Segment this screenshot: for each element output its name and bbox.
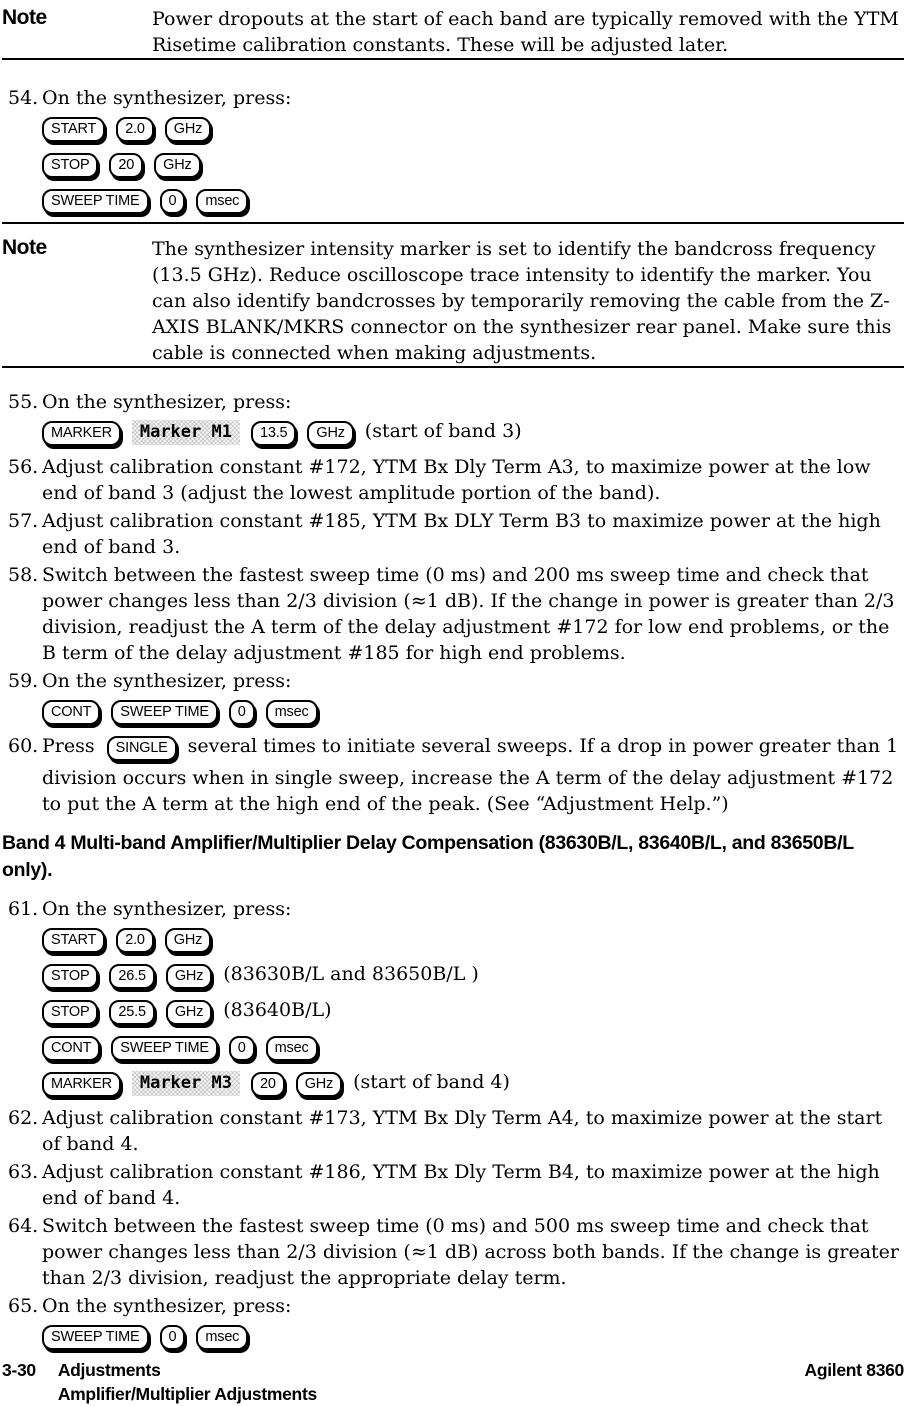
horizontal-rule [2,222,904,224]
step-63 [2,1159,904,1211]
keycap-marker: MARKER [42,421,121,446]
key-sequence [42,925,904,957]
keycap-20: 20 [251,1072,285,1097]
keycap-20: 20 [109,153,143,178]
key-sequence [42,961,904,993]
section-heading: Band 4 Multi-band Amplifier/Multiplier Delay Compensation (83630B/L, 83640B/L, and 83650B/L only). [2,832,854,881]
step-57 [2,508,904,560]
keycap-msec: msec [196,1325,248,1350]
keycap-msec: msec [266,700,318,725]
step-58 [2,562,904,666]
step-number: 56. [8,456,39,478]
step-number: 61. [8,898,39,920]
keycap-ghz: GHz [296,1072,342,1097]
keycap-0: 0 [160,189,186,214]
step-list-b [2,368,904,817]
keycap-stop: STOP [42,1000,98,1025]
step-65 [2,1293,904,1354]
key-sequence [42,997,904,1029]
keycap-single: SINGLE [107,736,177,761]
footer-left [2,1358,317,1406]
keycap-0: 0 [229,700,255,725]
step-number: 62. [8,1107,39,1129]
keycap-msec: msec [266,1036,318,1061]
note-label: Note [2,6,47,29]
softkey-label: Marker M1 [132,420,240,445]
keycap-0: 0 [160,1325,186,1350]
softkey-label: Marker M3 [132,1071,240,1096]
step-text: Adjust calibration constant #172, YTM Bx Dly Term A3, to maximize power at the low end of band 3 (adjust the lowest amplitude portion of the band). [42,456,871,504]
step-text: Switch between the fastest sweep time (0 ms) and 200 ms sweep time and check that power changes less than 2/3 division (≈1 dB). If the change in power is greater than 2/3 division, readjust the A term of the delay adjustment #172 for low end problems, or the B term of the delay adjustment #185 for high end problems. [42,564,895,664]
step-64 [2,1213,904,1291]
step-55 [2,389,904,450]
key-sequence [42,114,904,146]
key-row-text: (start of band 3) [364,420,522,442]
keycap-ghz: GHz [165,928,211,953]
keycap-ghz: GHz [154,153,200,178]
keycap-ghz: GHz [166,964,212,989]
step-54 [2,85,904,218]
step-list-c [2,894,904,1358]
step-61 [2,896,904,1101]
keycap-0: 0 [229,1036,255,1061]
step-intro: On the synthesizer, press: [42,87,292,109]
step-number: 55. [8,391,39,413]
section-title: Amplifier/Multiplier Adjustments [57,1384,317,1404]
key-row-text: (start of band 4) [353,1071,510,1093]
key-sequence [42,1033,904,1065]
note-label: Note [2,236,47,259]
key-row-text: several times to initiate several sweeps. If a drop in power greater than 1 division occurs when in single sweep, increase the A term of the delay adjustment #172 to put the A term at the high end of the peak. (See “Adjustment Help.”) [42,735,899,815]
step-text: Adjust calibration constant #186, YTM Bx Dly Term B4, to maximize power at the high end of band 4. [42,1161,880,1209]
keycap-2-0: 2.0 [116,928,154,953]
brand-name: Agilent 8360 [804,1360,904,1380]
step-number: 65. [8,1295,39,1317]
keycap-cont: CONT [42,700,100,725]
keycap-start: START [42,117,105,142]
step-59 [2,668,904,729]
step-text: Adjust calibration constant #185, YTM Bx DLY Term B3 to maximize power at the high end of band 3. [42,510,881,558]
keycap-sweep-time: SWEEP TIME [42,1325,149,1350]
step-number: 54. [8,87,39,109]
key-sequence [42,1322,904,1354]
keycap-cont: CONT [42,1036,100,1061]
step-number: 58. [8,564,39,586]
key-sequence [42,186,904,218]
step-number: 60. [8,735,39,757]
keycap-start: START [42,928,105,953]
key-sequence [42,150,904,182]
key-row-text: Press [42,735,95,757]
note-text: The synthesizer intensity marker is set to identify the bandcross frequency (13.5 GHz). Reduce oscilloscope trace intensity to identify the marker. You can also identify bandcrosses by temporarily removing the cable from the Z-AXIS BLANK/MKRS connector on the synthesizer rear panel. Make sure this cable is connected when making adjustments. [152,238,892,364]
step-intro: On the synthesizer, press: [42,1295,292,1317]
step-number: 63. [8,1161,39,1183]
note-text: Power dropouts at the start of each band are typically removed with the YTM Risetime calibration constants. These will be adjusted later. [152,8,899,56]
keycap-25-5: 25.5 [109,1000,154,1025]
keycap-13-5: 13.5 [251,421,296,446]
footer-titles [58,1358,317,1406]
step-text: Switch between the fastest sweep time (0 ms) and 500 ms sweep time and check that power changes less than 2/3 division (≈1 dB) across both bands. If the change is greater than 2/3 division, readjust the appropriate delay term. [42,1215,899,1289]
step-text: Adjust calibration constant #173, YTM Bx Dly Term A4, to maximize power at the start of band 4. [42,1107,883,1155]
note-block-1 [2,6,904,58]
step-intro: On the synthesizer, press: [42,391,292,413]
step-intro: On the synthesizer, press: [42,670,292,692]
step-number: 59. [8,670,39,692]
step-number: 57. [8,510,39,532]
page-number: 3-30 [2,1360,36,1380]
step-list-a [2,60,904,222]
step-60 [2,733,904,817]
key-row-text: (83630B/L and 83650B/L ) [223,963,479,985]
step-intro: On the synthesizer, press: [42,898,292,920]
step-number: 64. [8,1215,39,1237]
step-56 [2,454,904,506]
keycap-26-5: 26.5 [109,964,154,989]
keycap-sweep-time: SWEEP TIME [111,1036,218,1061]
keycap-sweep-time: SWEEP TIME [111,700,218,725]
keycap-ghz: GHz [307,421,353,446]
keycap-ghz: GHz [166,1000,212,1025]
keycap-sweep-time: SWEEP TIME [42,189,149,214]
keycap-2-0: 2.0 [116,117,154,142]
keycap-stop: STOP [42,964,98,989]
key-sequence [42,697,904,729]
keycap-stop: STOP [42,153,98,178]
key-row-text: (83640B/L) [223,999,332,1021]
note-block-2 [2,236,904,366]
step-text-with-key [42,733,904,817]
step-62 [2,1105,904,1157]
page-footer [2,1358,904,1406]
keycap-msec: msec [196,189,248,214]
keycap-marker: MARKER [42,1072,121,1097]
keycap-ghz: GHz [165,117,211,142]
key-sequence [42,418,904,450]
chapter-title: Adjustments [57,1360,161,1380]
key-sequence [42,1069,904,1101]
